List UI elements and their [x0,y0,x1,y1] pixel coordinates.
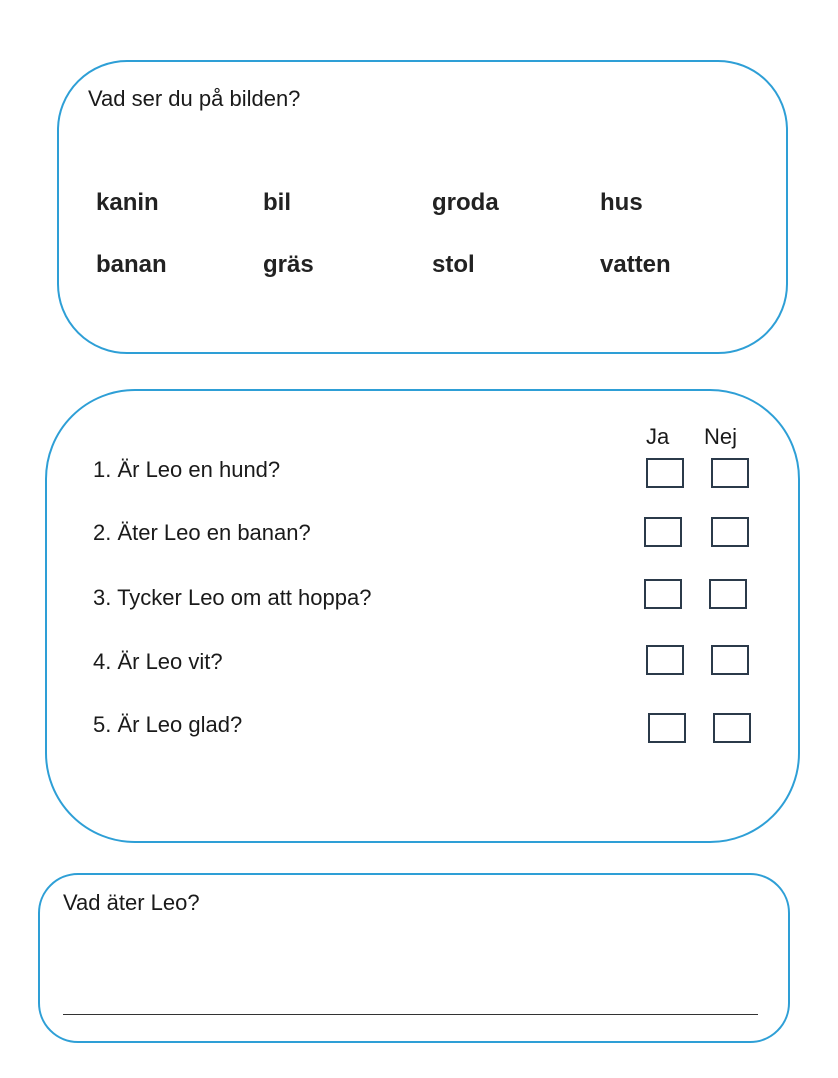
q5-yes-checkbox[interactable] [648,713,686,743]
q3-no-checkbox[interactable] [709,579,747,609]
word-banan: banan [96,251,167,278]
q4-no-checkbox[interactable] [711,645,749,675]
word-groda: groda [432,189,499,216]
no-column-header: Nej [704,424,738,449]
question-4: 4. Är Leo vit? [93,649,223,674]
word-hus: hus [600,189,643,216]
word-kanin: kanin [96,189,159,216]
q3-yes-checkbox[interactable] [644,579,682,609]
word-stol: stol [432,251,475,278]
q4-yes-checkbox[interactable] [646,645,684,675]
question-5: 5. Är Leo glad? [93,712,243,737]
q2-no-checkbox[interactable] [711,517,749,547]
yes-column-header: Ja [646,424,670,449]
word-vatten: vatten [600,251,671,278]
question-2: 2. Äter Leo en banan? [93,520,311,545]
word-gras: gräs [263,251,314,278]
word-bil: bil [263,189,291,216]
q2-yes-checkbox[interactable] [644,517,682,547]
picture-question: Vad ser du på bilden? [88,86,301,111]
q1-yes-checkbox[interactable] [646,458,684,488]
q5-no-checkbox[interactable] [713,713,751,743]
answer-line[interactable] [63,1014,758,1015]
open-question: Vad äter Leo? [63,890,200,915]
question-1: 1. Är Leo en hund? [93,457,281,482]
q1-no-checkbox[interactable] [711,458,749,488]
question-3: 3. Tycker Leo om att hoppa? [93,585,372,610]
